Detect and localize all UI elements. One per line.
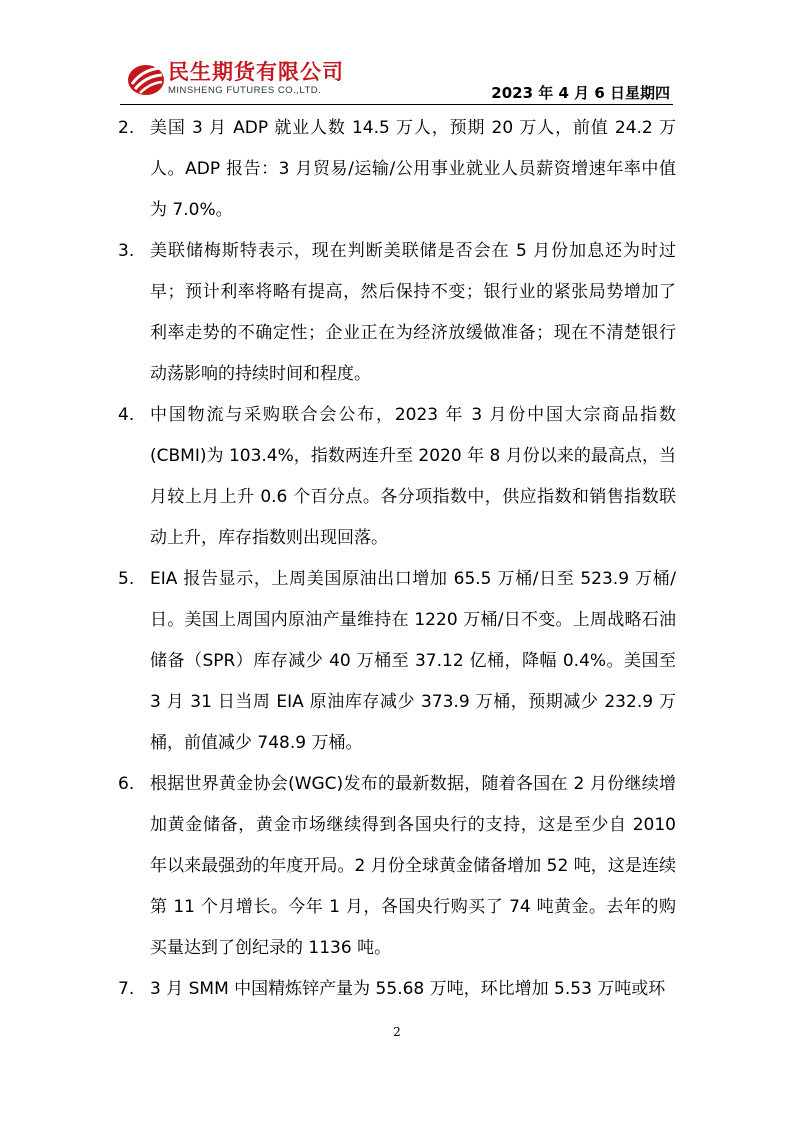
page-number: 2 bbox=[393, 1025, 401, 1039]
list-item bbox=[118, 764, 676, 969]
item-number: 7. bbox=[118, 979, 135, 999]
list-item bbox=[118, 231, 676, 395]
item-number: 6. bbox=[118, 774, 135, 794]
item-number: 4. bbox=[118, 405, 135, 425]
page-header bbox=[0, 0, 794, 110]
item-text: 3 月 SMM 中国精炼锌产量为 55.68 万吨，环比增加 5.53 万吨或环 bbox=[150, 979, 666, 999]
item-text: EIA 报告显示，上周美国原油出口增加 65.5 万桶/日至 523.9 万桶/日。美国上周国内原油产量维持在 1220 万桶/日不变。上周战略石油储备（SPR）库存减少 40 万桶至 37.12 亿桶，降幅 0.4%。美国至 3 月 31 日当周 EIA 原油库存减少 373.9 万桶，预期减少 232.9 万桶，前值减少 748.9 万桶。 bbox=[150, 569, 676, 753]
list-item bbox=[118, 395, 676, 559]
company-name-cn: 民生期货有限公司 bbox=[168, 60, 344, 84]
item-number: 3. bbox=[118, 241, 135, 261]
minsheng-logo-icon bbox=[126, 58, 166, 98]
report-date: 2023 年 4 月 6 日星期四 bbox=[491, 84, 670, 102]
header-divider bbox=[120, 104, 673, 105]
item-text: 美国 3 月 ADP 就业人数 14.5 万人，预期 20 万人，前值 24.2 万人。ADP 报告：3 月贸易/运输/公用事业就业人员薪资增速年率中值为 7.0%。 bbox=[150, 118, 676, 220]
item-text: 根据世界黄金协会(WGC)发布的最新数据，随着各国在 2 月份继续增加黄金储备，黄金市场继续得到各国央行的支持，这是至少自 2010 年以来最强劲的年度开局。2 月份全球黄金储备增加 52 吨，这是连续第 11 个月增长。今年 1 月，各国央行购买了 74 吨黄金。去年的购买量达到了创纪录的 1136 吨。 bbox=[150, 774, 676, 958]
news-list bbox=[118, 108, 676, 1010]
item-number: 2. bbox=[118, 118, 135, 138]
company-logo bbox=[126, 56, 366, 102]
item-number: 5. bbox=[118, 569, 135, 589]
list-item bbox=[118, 559, 676, 764]
item-text: 美联储梅斯特表示，现在判断美联储是否会在 5 月份加息还为时过早；预计利率将略有提高，然后保持不变；银行业的紧张局势增加了利率走势的不确定性；企业正在为经济放缓做准备；现在不清楚银行动荡影响的持续时间和程度。 bbox=[150, 241, 676, 384]
item-text: 中国物流与采购联合会公布，2023 年 3 月份中国大宗商品指数(CBMI)为 103.4%，指数两连升至 2020 年 8 月份以来的最高点，当月较上月上升 0.6 个百分点。各分项指数中，供应指数和销售指数联动上升，库存指数则出现回落。 bbox=[150, 405, 676, 548]
list-item bbox=[118, 969, 676, 1010]
company-name-en: MINSHENG FUTURES CO.,LTD. bbox=[168, 85, 322, 96]
list-item bbox=[118, 108, 676, 231]
